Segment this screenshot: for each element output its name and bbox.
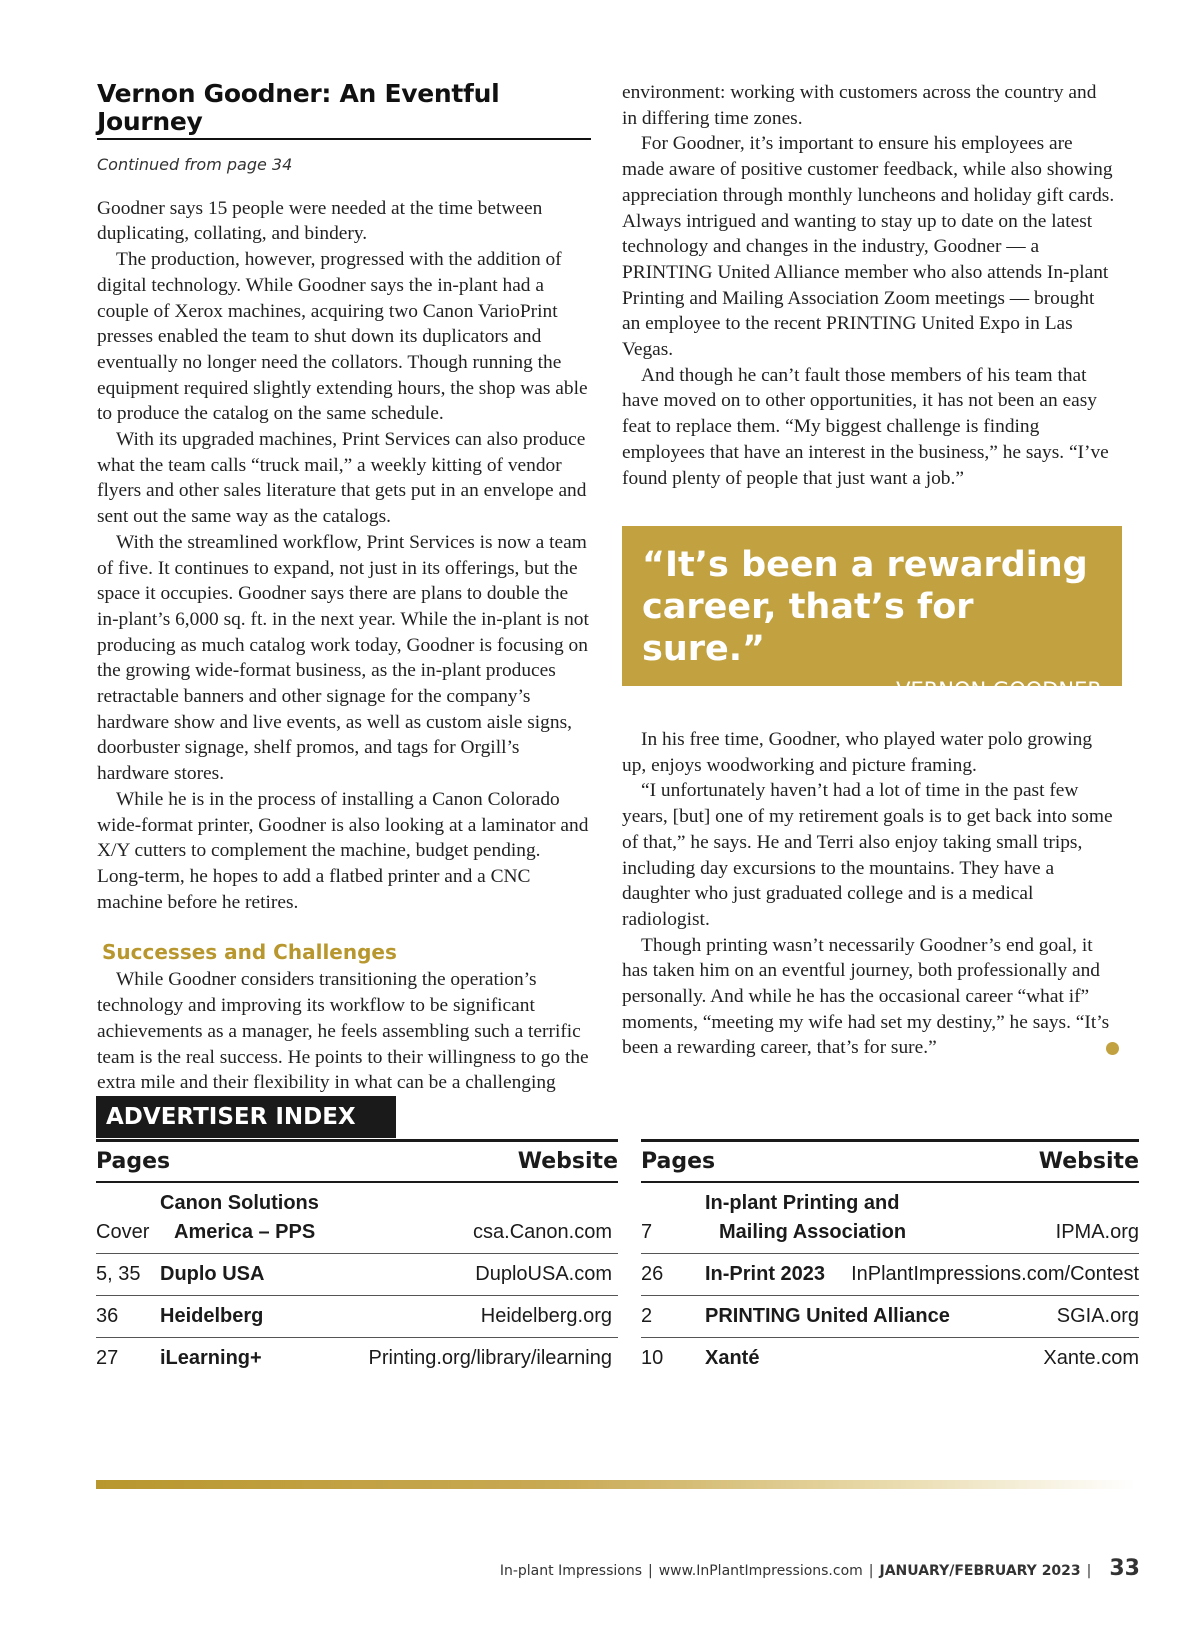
- article-paragraph: Though printing wasn’t necessarily Goodner’s end goal, it has taken him on an eventful journey, both professionally and personally. And while he has the occasional career “what if” moments, “meeting my wife had set my destiny,” he says. “It’s been a rewarding career, that’s for sure.”: [622, 934, 1110, 1059]
- advertiser-page: 7: [641, 1221, 653, 1243]
- advertiser-page: 5, 35: [96, 1263, 141, 1285]
- advertiser-name: Heidelberg: [160, 1305, 264, 1327]
- article-paragraph: The production, however, progressed with the addition of digital technology. While Goodner says the in-plant had a couple of Xerox machines, acquiring two Canon VarioPrint presses enabled the team to shut down its duplicators and eventually no longer need the collators. Though running the equipment required slightly extending hours, the shop was able to produce the catalog on the same schedule.: [97, 249, 588, 425]
- article-paragraph: And though he can’t fault those members of his team that have moved on to other opportunities, it has not been an easy feat to replace them. “My biggest challenge is finding employees that have an interest in the business,” he says. “I’ve found plenty of people that just want a job.”: [622, 364, 1109, 489]
- article-paragraph: “I unfortunately haven’t had a lot of time in the past few years, [but] one of my retirement goals is to get back into some of that,” he says. He and Terri also enjoy taking small trips, including day excursions to the mountains. They have a daughter who just graduated college and is a medical radiologist.: [622, 780, 1113, 930]
- advertiser-index-right-table: [641, 1139, 1139, 1379]
- advertiser-website-link[interactable]: Xante.com: [1043, 1347, 1139, 1369]
- table-row: [641, 1254, 1139, 1296]
- advertiser-name-line1: In-plant Printing and: [705, 1192, 900, 1214]
- advertiser-name-line2: America – PPS: [174, 1221, 316, 1243]
- footer-publication: In-plant Impressions: [499, 1563, 642, 1579]
- article-paragraph: For Goodner, it’s important to ensure his employees are made aware of positive customer feedback, while also showing appreciation through monthly luncheons and holiday gift cards. Always intrigued and wanting to stay up to date on the latest technology and changes in the industry, Goodner — a PRINTING United Alliance member who also attends In-plant Printing and Mailing Association Zoom meetings — brought an employee to the recent PRINTING United Expo in Las Vegas.: [622, 133, 1115, 361]
- article-right-column: [622, 80, 1116, 491]
- table-row: [96, 1296, 618, 1338]
- table-row: [96, 1338, 618, 1379]
- footer-separator: |: [868, 1563, 874, 1579]
- website-column-header: Website: [1038, 1149, 1139, 1174]
- table-row: [641, 1183, 1139, 1254]
- advertiser-name: [160, 1189, 473, 1247]
- continued-note: Continued from page 34: [97, 155, 293, 174]
- advertiser-website-link[interactable]: SGIA.org: [1056, 1305, 1139, 1327]
- advertiser-name: PRINTING United Alliance: [705, 1305, 950, 1327]
- pull-quote-box: [622, 526, 1122, 702]
- article-paragraph-continuation: environment: working with customers across the country and in differing time zones.: [622, 82, 1097, 129]
- advertiser-website-link[interactable]: DuploUSA.com: [475, 1263, 612, 1285]
- end-of-article-dot-icon: [1106, 1042, 1119, 1055]
- table-header: [96, 1139, 618, 1183]
- page-footer: [500, 1556, 1140, 1581]
- advertiser-website-link[interactable]: Heidelberg.org: [480, 1305, 612, 1327]
- advertiser-name: [705, 1189, 1056, 1247]
- footer-issue: JANUARY/FEBRUARY 2023: [879, 1563, 1081, 1579]
- advertiser-name: Xanté: [705, 1347, 760, 1369]
- article-paragraph: While he is in the process of installing a Canon Colorado wide-format printer, Goodner is also looking at a laminator and X/Y cutters to complement the machine, budget pending. Long-term, he hopes to add a flatbed printer and a CNC machine before he retires.: [97, 788, 589, 913]
- advertiser-website-link[interactable]: IPMA.org: [1055, 1221, 1139, 1243]
- table-header: [641, 1139, 1139, 1183]
- article-paragraph: While Goodner considers transitioning the operation’s technology and improving its workflow to be significant achievements as a manager, he feels assembling such a terrific team is the real success. He points to their willingness to go the extra mile and their flexibility in what can be a challenging: [97, 969, 589, 1094]
- advertiser-page: Cover: [96, 1221, 150, 1243]
- pull-quote-text: “It’s been a rewarding career, that’s for sure.”: [642, 545, 1088, 669]
- advertiser-page: 2: [641, 1305, 653, 1327]
- table-row: [96, 1183, 618, 1254]
- footer-separator: |: [648, 1563, 653, 1579]
- advertiser-name: In-Print 2023: [705, 1263, 826, 1285]
- article-left-column: [97, 80, 591, 1096]
- article-paragraph: With the streamlined workflow, Print Services is now a team of five. It continues to expand, not just in its offerings, but the space it occupies. Goodner says there are plans to double the in-plant’s 6,000 sq. ft. in the next year. While the in-plant is not producing as much catalog work today, Goodner is focusing on the growing wide-format business, as the in-plant produces retractable banners and other signage for the company’s hardware show and live events, as well as custom aisle signs, doorbuster signage, shelf promos, and tags for Orgill’s hardware stores.: [97, 531, 589, 785]
- advertiser-index-left-table: [96, 1139, 618, 1379]
- advertiser-page: 10: [641, 1347, 664, 1369]
- advertiser-website-link[interactable]: csa.Canon.com: [473, 1221, 612, 1243]
- advertiser-name: iLearning+: [160, 1347, 262, 1369]
- advertiser-name-line1: Canon Solutions: [160, 1192, 319, 1214]
- gold-divider-rule: [96, 1480, 1136, 1489]
- article-right-column-lower: [622, 727, 1116, 1061]
- pages-column-header: Pages: [641, 1149, 716, 1174]
- advertiser-website-link[interactable]: InPlantImpressions.com/Contest: [851, 1263, 1139, 1285]
- advertiser-page: 36: [96, 1305, 119, 1327]
- footer-url[interactable]: www.InPlantImpressions.com: [658, 1563, 863, 1579]
- pages-column-header: Pages: [96, 1149, 171, 1174]
- article-paragraph: In his free time, Goodner, who played water polo growing up, enjoys woodworking and picture framing.: [622, 729, 1093, 776]
- advertiser-name-line2: Mailing Association: [719, 1221, 907, 1243]
- website-column-header: Website: [517, 1149, 618, 1174]
- article-paragraph: With its upgraded machines, Print Services can also produce what the team calls “truck mail,” a weekly kitting of vendor flyers and other sales literature that gets put in an envelope and sent out the same way as the catalogs.: [97, 429, 587, 528]
- advertiser-website-link[interactable]: Printing.org/library/ilearning: [368, 1347, 612, 1369]
- advertiser-index-title: ADVERTISER INDEX: [96, 1096, 396, 1138]
- advertiser-page: 26: [641, 1263, 664, 1285]
- section-subhead: Successes and Challenges: [102, 940, 397, 965]
- table-row: [641, 1296, 1139, 1338]
- page-number: 33: [1109, 1556, 1140, 1581]
- pull-quote-attribution: —VERNON GOODNER: [875, 678, 1102, 702]
- table-row: [96, 1254, 618, 1296]
- advertiser-name: Duplo USA: [160, 1263, 265, 1285]
- advertiser-page: 27: [96, 1347, 119, 1369]
- table-row: [641, 1338, 1139, 1379]
- footer-separator: |: [1086, 1563, 1092, 1579]
- article-title: Vernon Goodner: An Eventful Journey: [97, 80, 591, 140]
- article-paragraph: Goodner says 15 people were needed at the time between duplicating, collating, and bindery.: [97, 197, 543, 245]
